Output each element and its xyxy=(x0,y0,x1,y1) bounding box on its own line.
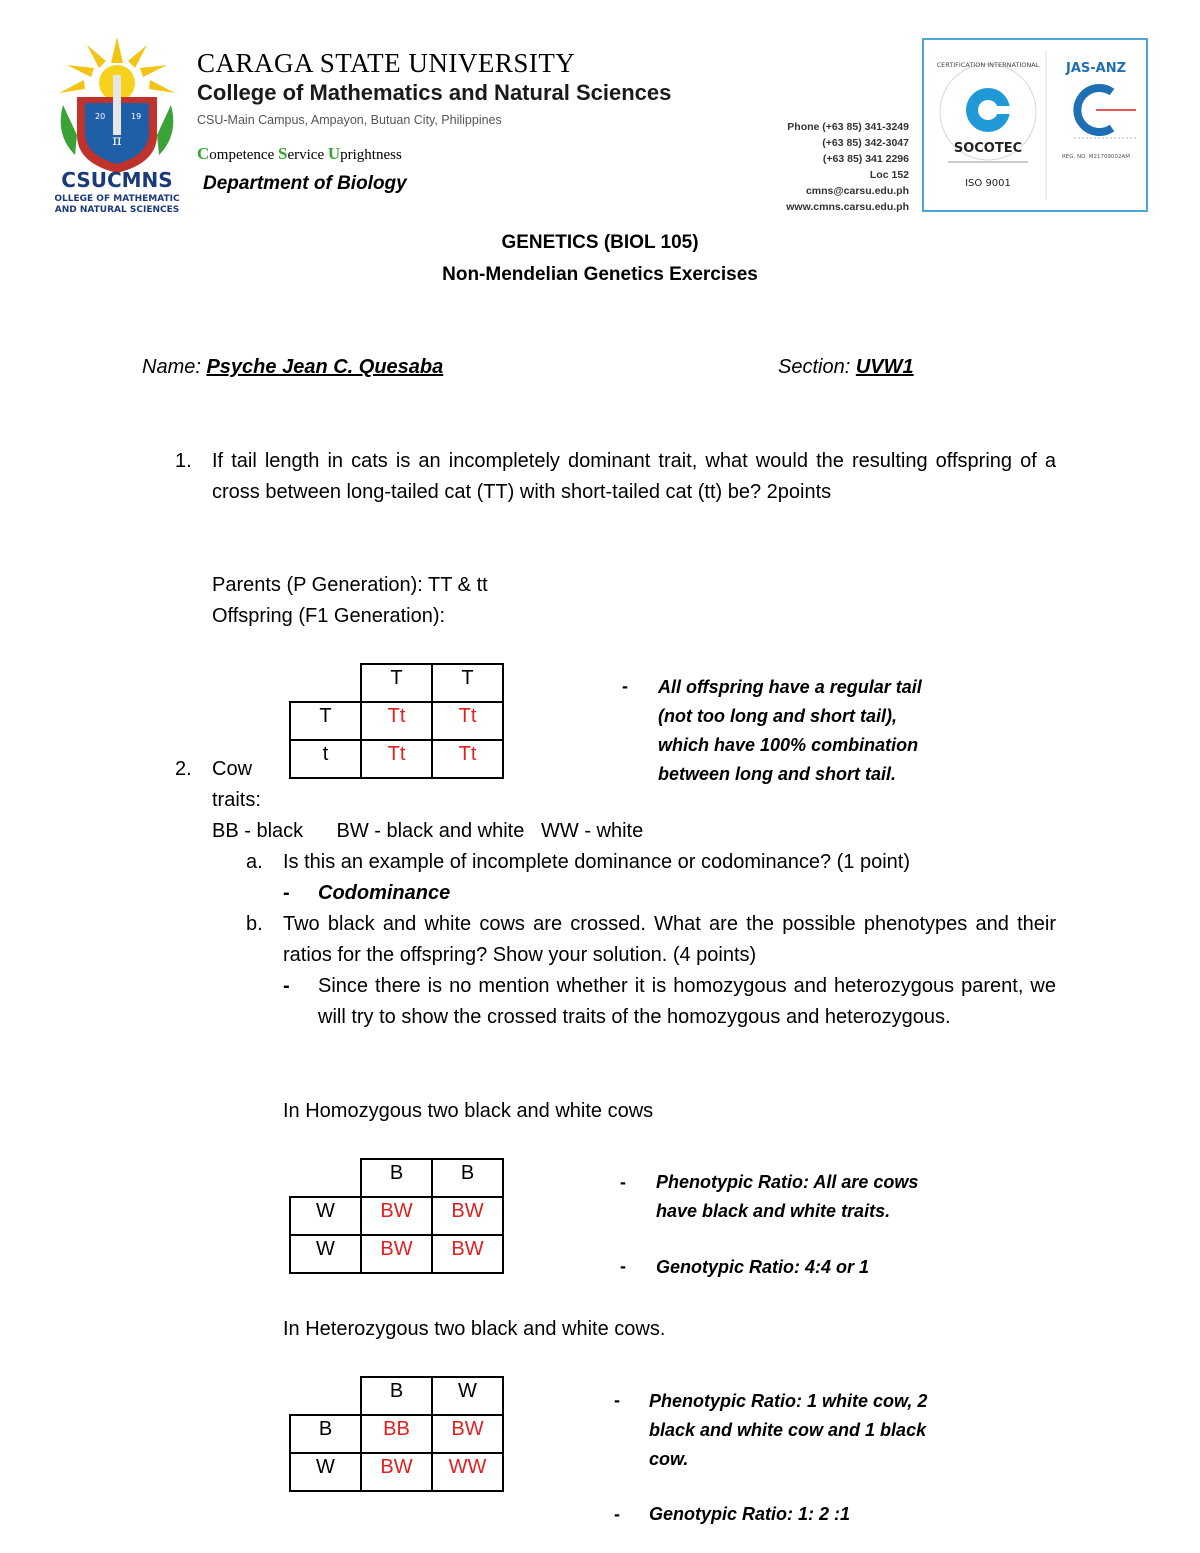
note-line: between long and short tail. xyxy=(658,764,897,784)
page-title: Non-Mendelian Genetics Exercises xyxy=(442,264,758,285)
logo-text-line-2: AND NATURAL SCIENCES xyxy=(55,205,180,215)
q2-traits: BB - black BW - black and white WW - white xyxy=(212,820,644,842)
bullet-dash: - xyxy=(614,1390,620,1410)
q2a-question: Is this an example of incomplete dominance or codominance? (1 point) xyxy=(283,851,911,873)
department-name: Department of Biology xyxy=(203,173,407,194)
punnett-corner xyxy=(290,1377,361,1415)
cert-name: SOCOTEC xyxy=(953,141,1023,156)
student-name: Psyche Jean C. Quesaba xyxy=(206,356,444,378)
svg-text:π: π xyxy=(112,133,122,149)
student-section: UVW1 xyxy=(855,356,914,378)
svg-text:CSUCMNS xyxy=(61,168,172,192)
q2-number: 2. xyxy=(175,758,192,780)
motto-initial-s: S xyxy=(278,144,288,163)
section-label: Section: xyxy=(778,356,856,378)
college-name: College of Mathematics and Natural Sciences xyxy=(197,80,672,105)
punnett-header: B xyxy=(432,1159,503,1197)
q2b-question: Two black and white cows are crossed. What are the possible phenotypes and their ratios for the offspring? Show your solution. (4 points) xyxy=(283,913,1056,966)
motto-initial-u: U xyxy=(327,144,341,163)
punnett-row-header: T xyxy=(290,702,361,740)
bullet-dash: - xyxy=(620,1256,626,1276)
csucmns-logo xyxy=(55,35,180,220)
q1-offspring: Offspring (F1 Generation): xyxy=(212,605,446,627)
bullet-dash: - xyxy=(614,1504,620,1524)
punnett-corner xyxy=(290,664,361,702)
punnett-header: T xyxy=(361,664,432,702)
punnett-row-header: W xyxy=(290,1235,361,1273)
punnett-cell: Tt xyxy=(432,740,503,778)
heterozygous-heading: In Heterozygous two black and white cows. xyxy=(283,1318,666,1340)
note-line: Phenotypic Ratio: All are cows xyxy=(656,1172,919,1192)
homozygous-phenotypic-ratio xyxy=(656,1168,918,1226)
punnett-cell: BW xyxy=(432,1235,503,1273)
punnett-header: T xyxy=(432,664,503,702)
university-name: CARAGA STATE UNIVERSITY xyxy=(197,48,576,78)
note-line: which have 100% combination xyxy=(658,735,919,755)
campus-address: CSU-Main Campus, Ampayon, Butuan City, Philippines xyxy=(197,113,502,127)
punnett-cell: BW xyxy=(432,1197,503,1235)
contact-block xyxy=(735,119,909,215)
note-line: cow. xyxy=(649,1449,689,1469)
punnett-cell: BB xyxy=(361,1415,432,1453)
punnett-square-heterozygous xyxy=(289,1376,504,1492)
section-line xyxy=(778,352,914,383)
punnett-row-header: t xyxy=(290,740,361,778)
jas-anz-reg: REG. NO. M21709002AM xyxy=(1061,154,1131,160)
logo-text-main: CSUCMNS xyxy=(61,168,173,192)
svg-text:19: 19 xyxy=(131,112,142,121)
punnett-cell: BW xyxy=(432,1415,503,1453)
bullet-dash: - xyxy=(283,975,290,997)
svg-text:20: 20 xyxy=(95,112,106,121)
cert-iso: ISO 9001 xyxy=(965,178,1011,189)
punnett-square-cat xyxy=(289,663,504,779)
q1-number: 1. xyxy=(175,450,192,472)
name-label: Name: xyxy=(142,356,207,378)
punnett-header: B xyxy=(361,1159,432,1197)
punnett-row-header: W xyxy=(290,1453,361,1491)
q2-label-2: traits: xyxy=(212,789,261,811)
homozygous-heading: In Homozygous two black and white cows xyxy=(283,1100,654,1122)
homozygous-genotypic-ratio: Genotypic Ratio: 4:4 or 1 xyxy=(656,1257,870,1277)
certification-box xyxy=(922,38,1148,212)
q2b-letter: b. xyxy=(246,913,263,935)
bullet-dash: - xyxy=(283,882,290,904)
contact-phone-3: (+63 85) 341 2296 xyxy=(822,153,909,165)
heterozygous-phenotypic-ratio xyxy=(649,1387,927,1474)
name-line xyxy=(142,352,443,383)
q2b-answer: Since there is no mention whether it is homozygous and heterozygous parent, we will try to show the crossed traits of the homozygous and heterozygous. xyxy=(318,975,1056,1028)
punnett-cell: WW xyxy=(432,1453,503,1491)
contact-email: cmns@carsu.edu.ph xyxy=(805,185,909,197)
contact-local: Loc 152 xyxy=(869,169,909,181)
motto-word-c: ompetence xyxy=(209,147,278,163)
q1-parents: Parents (P Generation): TT & tt xyxy=(212,574,488,596)
punnett-cell: Tt xyxy=(432,702,503,740)
punnett-row-header: W xyxy=(290,1197,361,1235)
q1-answer-note xyxy=(658,673,922,789)
punnett-cell: BW xyxy=(361,1197,432,1235)
contact-phone-1: Phone (+63 85) 341-3249 xyxy=(787,121,909,133)
course-title: GENETICS (BIOL 105) xyxy=(501,232,699,253)
note-line: have black and white traits. xyxy=(656,1201,891,1221)
bullet-dash: - xyxy=(622,676,628,696)
motto-word-s: ervice xyxy=(287,147,328,163)
heterozygous-genotypic-ratio: Genotypic Ratio: 1: 2 :1 xyxy=(649,1504,851,1524)
q2a-letter: a. xyxy=(246,851,263,873)
punnett-row-header: B xyxy=(290,1415,361,1453)
punnett-cell: BW xyxy=(361,1235,432,1273)
contact-phone-2: (+63 85) 342-3047 xyxy=(822,137,909,149)
jas-anz-label: JAS-ANZ xyxy=(1065,61,1127,76)
note-line: All offspring have a regular tail xyxy=(658,677,922,697)
punnett-cell: Tt xyxy=(361,702,432,740)
punnett-cell: BW xyxy=(361,1453,432,1491)
motto-initial-c: C xyxy=(197,144,210,163)
q2a-answer: Codominance xyxy=(318,882,451,904)
logo-text-line-1: COLLEGE OF MATHEMATICS xyxy=(55,194,180,204)
note-line: Phenotypic Ratio: 1 white cow, 2 xyxy=(649,1391,928,1411)
punnett-square-homozygous xyxy=(289,1158,504,1274)
q1-question: If tail length in cats is an incompletely dominant trait, what would the resulting offspring of a cross between long-tailed cat (TT) with short-tailed cat (tt) be? 2points xyxy=(212,450,1056,503)
bullet-dash: - xyxy=(620,1172,626,1192)
punnett-cell: Tt xyxy=(361,740,432,778)
cert-ring-text: CERTIFICATION INTERNATIONAL xyxy=(936,61,1040,69)
motto-word-u: prightness xyxy=(340,147,402,163)
note-line: (not too long and short tail), xyxy=(658,706,897,726)
note-line: black and white cow and 1 black xyxy=(649,1420,927,1440)
punnett-corner xyxy=(290,1159,361,1197)
punnett-header: W xyxy=(432,1377,503,1415)
motto xyxy=(197,144,402,164)
punnett-header: B xyxy=(361,1377,432,1415)
q2-label-1: Cow xyxy=(212,758,253,780)
contact-website: www.cmns.carsu.edu.ph xyxy=(786,201,909,213)
